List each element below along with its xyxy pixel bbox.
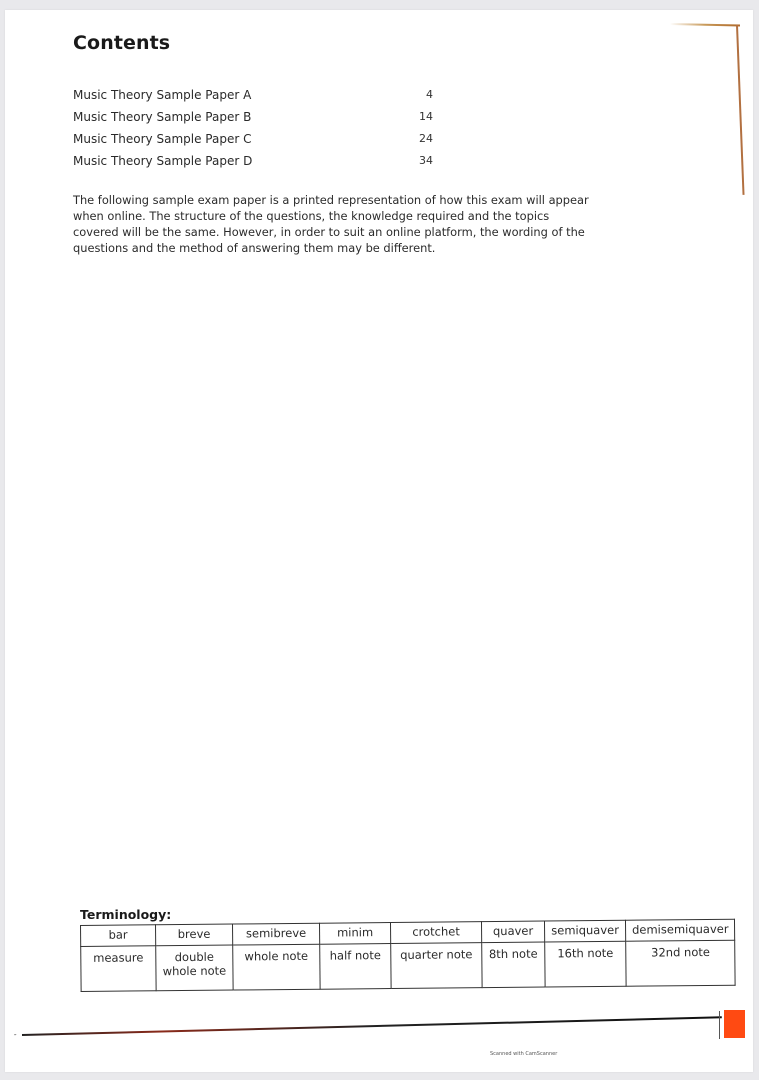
toc-entry-page: 14 [419,110,433,123]
term-cell: demisemiquaver [625,919,735,941]
toc-entry-label: Music Theory Sample Paper C [73,132,252,146]
terminology-table [80,919,736,992]
page-edge-right [736,25,745,195]
page-edge-top [670,23,740,26]
term-cell: quaver [481,921,544,943]
toc-entry-label: Music Theory Sample Paper B [73,110,252,124]
term-cell: quarter note [391,943,482,989]
intro-paragraph: The following sample exam paper is a printed representation of how this exam will appear when online. The structure of the questions, the knowledge required and the topics covered will be the same. However, in order to suit an online platform, the wording of the questions and the method of answering them may be different. [73,193,589,255]
term-cell: whole note [233,944,320,990]
term-cell: minim [319,923,390,945]
term-cell: crotchet [390,922,481,944]
terminology-heading: Terminology: [80,907,172,922]
toc-entry [73,84,433,106]
table-of-contents [73,84,433,172]
toc-entry [73,128,433,150]
toc-entry-page: 24 [419,132,433,145]
term-cell: measure [81,946,156,992]
document-page [5,10,753,1072]
scanner-watermark: Scanned with CamScanner [490,1051,558,1057]
term-cell: semibreve [232,923,319,945]
term-cell: 8th note [482,942,545,988]
term-cell: breve [156,924,233,946]
term-cell: 16th note [545,941,626,987]
toc-entry [73,106,433,128]
corner-tab-divider [719,1011,720,1039]
term-cell: bar [81,925,156,947]
toc-entry-label: Music Theory Sample Paper D [73,154,253,168]
toc-entry-label: Music Theory Sample Paper A [73,88,252,102]
term-cell: half note [320,944,391,990]
page-title: Contents [73,32,171,54]
toc-entry [73,150,433,172]
toc-entry-page: 4 [426,88,433,101]
term-cell: semiquaver [544,920,625,942]
toc-entry-page: 34 [419,154,433,167]
terminology-row-us [81,940,736,991]
term-cell: double whole note [156,945,233,991]
corner-mark: ″ [14,1033,17,1041]
term-cell: 32nd note [626,940,736,986]
orange-corner-tab [724,1010,745,1038]
